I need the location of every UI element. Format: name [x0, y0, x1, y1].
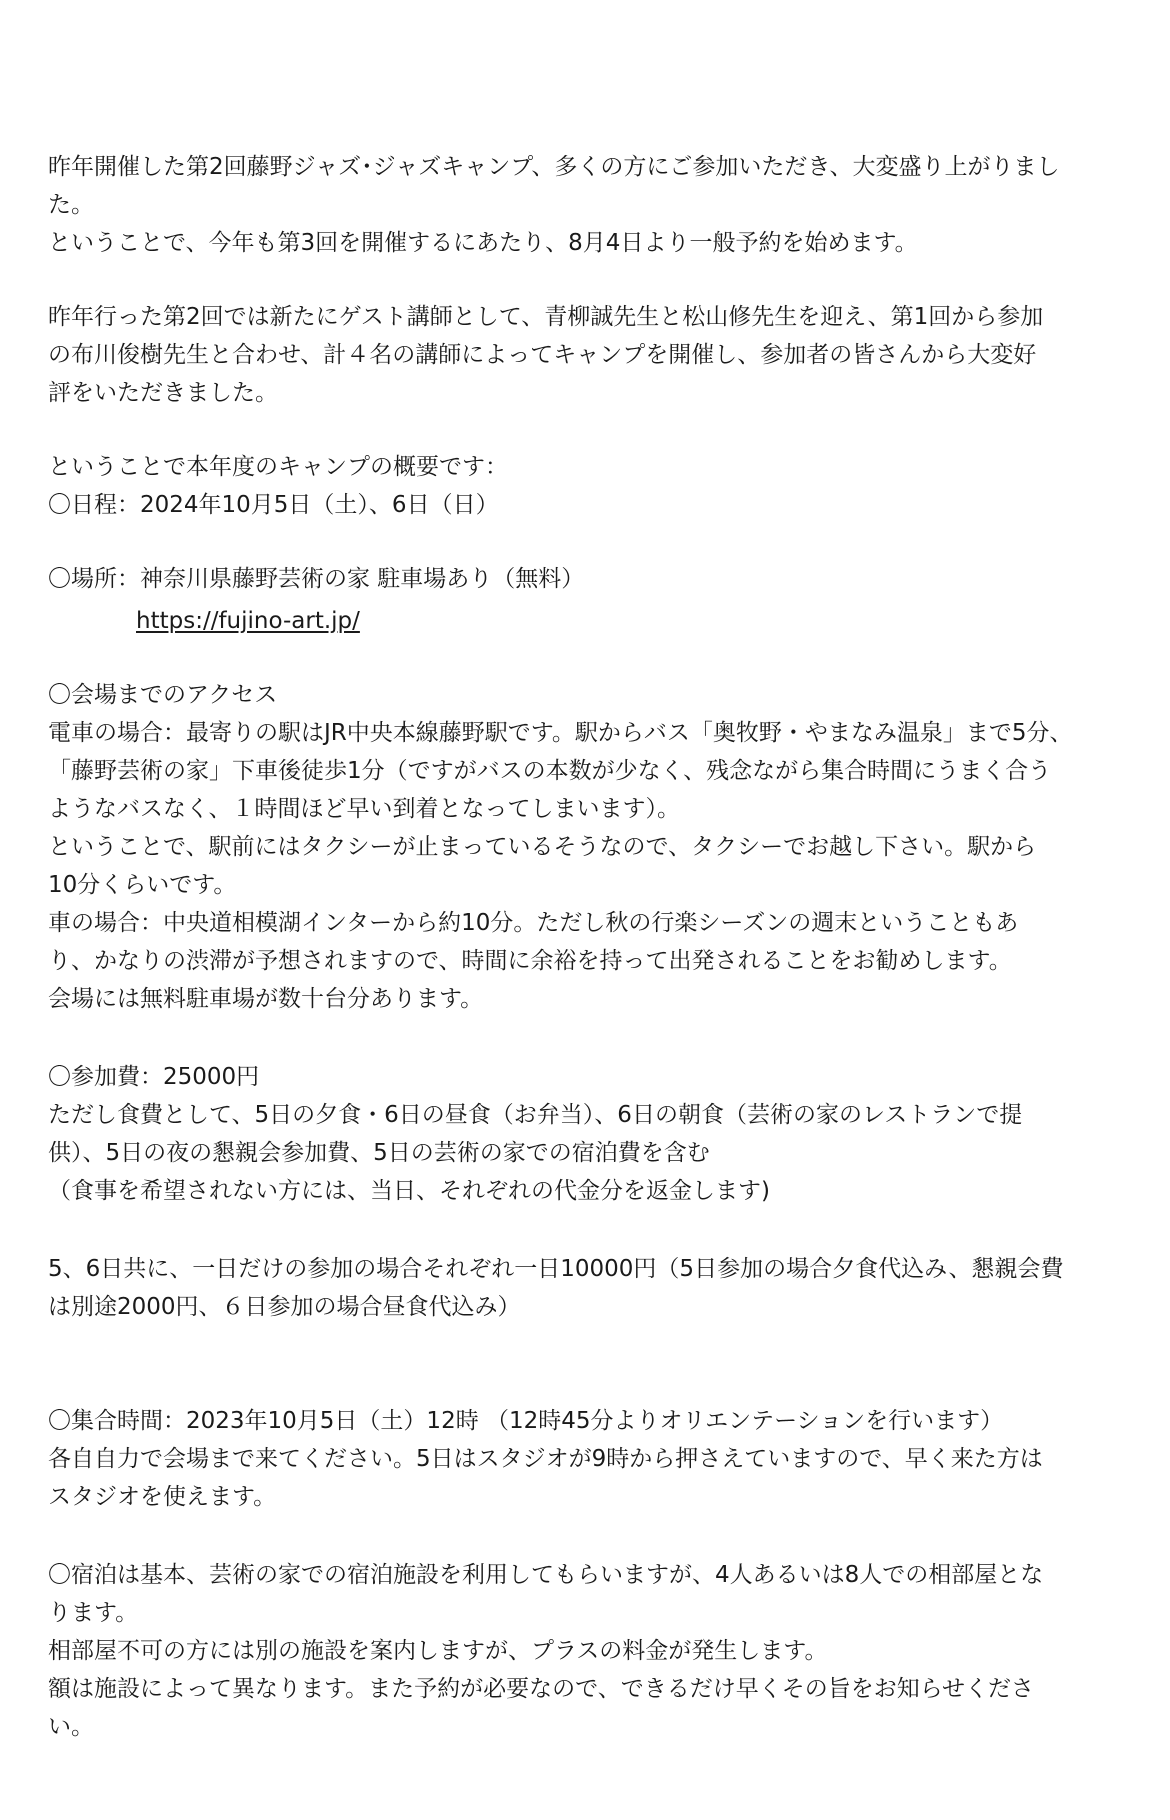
- access-heading: 〇会場までのアクセス: [48, 682, 278, 708]
- lodging-line-5: い。: [48, 1714, 94, 1740]
- recap-line-3: 評をいただきました。: [48, 380, 278, 406]
- single-day-line-1: 5、6日共に、一日だけの参加の場合それぞれ一日10000円（5日参加の場合夕食代込み、懇親会費: [48, 1256, 1064, 1282]
- meeting-line-1: 各自自力で会場まで来てください。5日はスタジオが9時から押さえていますので、早く来た方は: [48, 1446, 1043, 1472]
- fee-line-3: （食事を希望されない方には、当日、それぞれの代金分を返金します): [48, 1178, 770, 1204]
- access-line-8: 会場には無料駐車場が数十台分あります。: [48, 986, 484, 1012]
- spacer: [48, 1018, 1133, 1058]
- spacer: [48, 640, 1133, 676]
- access-line-1: 電車の場合：最寄りの駅はJR中央本線藤野駅です。駅からバス「奥牧野・やまなみ温泉」まで5分、: [48, 720, 1073, 746]
- spacer: [48, 412, 1133, 448]
- fee-line-1: ただし食費として、5日の夕食・6日の昼食（お弁当）、6日の朝食（芸術の家のレストランで提: [48, 1102, 1023, 1128]
- location-line: 〇場所：神奈川県藤野芸術の家 駐車場あり（無料）: [48, 566, 585, 592]
- recap-line-1: 昨年行った第2回では新たにゲスト講師として、青柳誠先生と松山修先生を迎え、第1回から参加: [48, 304, 1044, 330]
- intro-line-2: た。: [48, 192, 94, 218]
- spacer: [48, 524, 1133, 560]
- fee-heading: 〇参加費：25000円: [48, 1064, 260, 1090]
- meeting-line-2: スタジオを使えます。: [48, 1484, 277, 1510]
- access-line-6: 車の場合：中央道相模湖インターから約10分。ただし秋の行楽シーズンの週末ということもあ: [48, 910, 1019, 936]
- spacer: [48, 1516, 1133, 1556]
- spacer: [48, 1326, 1133, 1402]
- intro-line-3: ということで、今年も第3回を開催するにあたり、8月4日より一般予約を始めます。: [48, 230, 918, 256]
- document-body: [48, 148, 1133, 1746]
- single-day-line-2: は別途2000円、６日参加の場合昼食代込み）: [48, 1294, 521, 1320]
- intro-line-1: 昨年開催した第2回藤野ジャズ･ジャズキャンプ、多くの方にご参加いただき、大変盛り上がりまし: [48, 154, 1060, 180]
- access-line-2: 「藤野芸術の家」下車後徒歩1分（ですがバスの本数が少なく、残念ながら集合時間にうまく合う: [48, 758, 1052, 784]
- spacer: [48, 262, 1133, 298]
- venue-link-row: [48, 602, 1133, 640]
- access-line-7: り、かなりの渋滞が予想されますので、時間に余裕を持って出発されることをお勧めします。: [48, 948, 1012, 974]
- fee-line-2: 供）、5日の夜の懇親会参加費、5日の芸術の家での宿泊費を含む: [48, 1140, 710, 1166]
- lodging-line-1: 〇宿泊は基本、芸術の家での宿泊施設を利用してもらいますが、4人あるいは8人での相部屋とな: [48, 1562, 1044, 1588]
- access-line-3: ようなバスなく、１時間ほど早い到着となってしまいます）。: [48, 796, 681, 822]
- access-line-4: ということで、駅前にはタクシーが止まっているそうなので、タクシーでお越し下さい。駅から: [48, 834, 1037, 860]
- recap-line-2: の布川俊樹先生と合わせ、計４名の講師によってキャンプを開催し、参加者の皆さんから大変好: [48, 342, 1037, 368]
- lodging-line-3: 相部屋不可の方には別の施設を案内しますが、プラスの料金が発生します。: [48, 1638, 828, 1664]
- venue-link[interactable]: https://fujino-art.jp/: [136, 608, 360, 634]
- meeting-heading: 〇集合時間：2023年10月5日（土）12時 （12時45分よりオリエンテーションを行います）: [48, 1408, 1004, 1434]
- overview-line: ということで本年度のキャンプの概要です：: [48, 454, 508, 480]
- schedule-line: 〇日程：2024年10月5日（土）、6日（日）: [48, 492, 499, 518]
- lodging-line-4: 額は施設によって異なります。また予約が必要なので、できるだけ早くその旨をお知らせくださ: [48, 1676, 1035, 1702]
- access-line-5: 10分くらいです。: [48, 872, 237, 898]
- spacer: [48, 1210, 1133, 1250]
- lodging-line-2: ります。: [48, 1600, 139, 1626]
